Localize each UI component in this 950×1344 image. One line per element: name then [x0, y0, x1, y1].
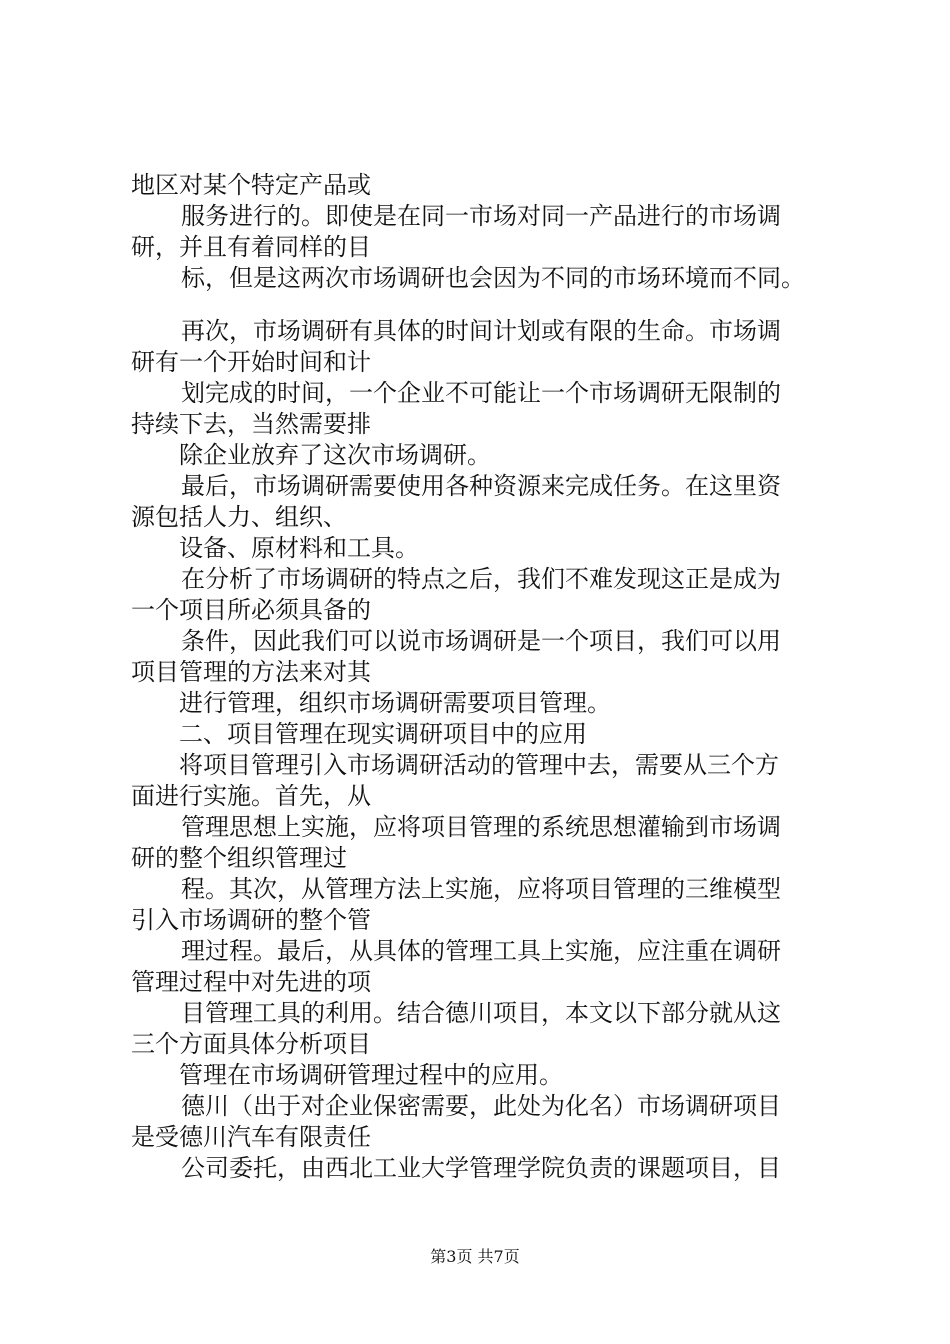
body-text: [131, 172, 851, 1186]
text-line: 服务进行的。即使是在同一市场对同一产品进行的市场调: [181, 202, 781, 230]
text-line: 一个项目所必须具备的: [131, 596, 371, 624]
text-line: 进行管理，组织市场调研需要项目管理。: [179, 689, 611, 717]
section-heading: 二、项目管理在现实调研项目中的应用: [179, 720, 587, 748]
text-line: 在分析了市场调研的特点之后，我们不难发现这正是成为: [181, 565, 781, 593]
text-line: 管理在市场调研管理过程中的应用。: [179, 1061, 563, 1089]
text-line: 研，并且有着同样的目: [131, 233, 371, 261]
text-line: 管理思想上实施，应将项目管理的系统思想灌输到市场调: [181, 813, 781, 841]
text-line: 理过程。最后，从具体的管理工具上实施，应注重在调研: [181, 937, 781, 965]
text-line: 持续下去，当然需要排: [131, 410, 371, 438]
text-line: 管理过程中对先进的项: [131, 968, 371, 996]
text-line: 设备、原材料和工具。: [179, 534, 419, 562]
text-line: 引入市场调研的整个管: [131, 906, 371, 934]
text-line: 源包括人力、组织、: [131, 503, 347, 531]
page-number-footer: 第3页 共7页: [430, 1247, 520, 1266]
text-line: 面进行实施。首先，从: [131, 782, 371, 810]
text-line: 研有一个开始时间和计: [131, 348, 371, 376]
text-line: 三个方面具体分析项目: [131, 1030, 371, 1058]
paragraph-gap: [131, 296, 851, 318]
text-line: 目管理工具的利用。结合德川项目，本文以下部分就从这: [181, 999, 781, 1027]
text-line: 再次，市场调研有具体的时间计划或有限的生命。市场调: [181, 317, 781, 345]
text-line: 最后，市场调研需要使用各种资源来完成任务。在这里资: [181, 472, 781, 500]
text-line: 标，但是这两次市场调研也会因为不同的市场环境而不同。: [181, 264, 805, 292]
text-line: 研的整个组织管理过: [131, 844, 347, 872]
text-line: 是受德川汽车有限责任: [131, 1123, 371, 1151]
text-line: 条件，因此我们可以说市场调研是一个项目，我们可以用: [181, 627, 781, 655]
text-line: 项目管理的方法来对其: [131, 658, 371, 686]
text-line: 德川（出于对企业保密需要，此处为化名）市场调研项目: [181, 1092, 781, 1120]
text-line: 地区对某个特定产品或: [131, 171, 371, 199]
text-line: 除企业放弃了这次市场调研。: [179, 441, 491, 469]
text-line: 将项目管理引入市场调研活动的管理中去，需要从三个方: [179, 751, 779, 779]
text-line: 程。其次，从管理方法上实施，应将项目管理的三维模型: [181, 875, 781, 903]
text-line: 划完成的时间，一个企业不可能让一个市场调研无限制的: [181, 379, 781, 407]
text-line: 公司委托，由西北工业大学管理学院负责的课题项目，目: [181, 1154, 781, 1182]
